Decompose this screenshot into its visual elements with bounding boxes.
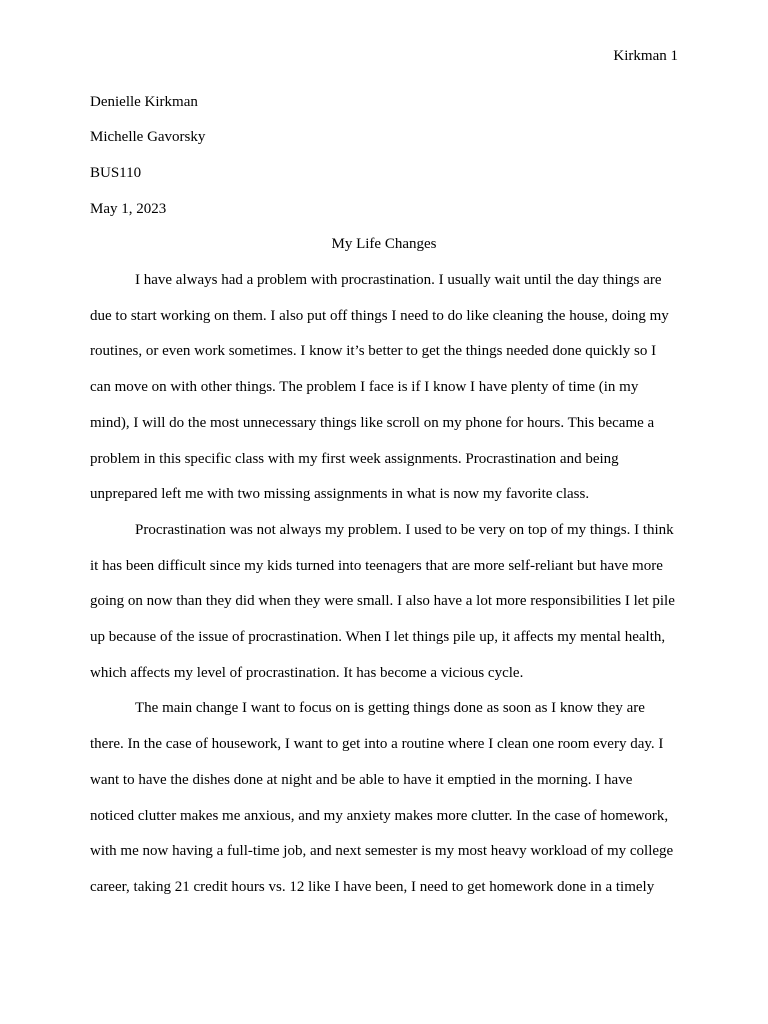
student-name: Denielle Kirkman (90, 93, 198, 110)
body-paragraph-2: Procrastination was not always my problem. I used to be very on top of my things. I think it has been difficult since my kids turned into teenagers that are more self-reliant but have more going on now than they did when they were small. I also have a lot more responsibilities I let pile up because of the issue of procrastination. When I let things pile up, it affects my mental health, which affects my level of procrastination. It has become a vicious cycle. (90, 521, 675, 681)
course-name: BUS110 (90, 164, 142, 181)
body-paragraph-3: The main change I want to focus on is getting things done as soon as I know they are there. In the case of housework, I want to get into a routine where I clean one room every day. I want to have the dishes done at night and be able to have it emptied in the morning. I have noticed clutter makes me anxious, and my anxiety makes more clutter. In the case of homework, with me now having a full-time job, and next semester is my most heavy workload of my college career, taking 21 credit hours vs. 12 like I have been, I need to get homework done in a timely (90, 700, 674, 895)
essay-date: May 1, 2023 (90, 200, 167, 217)
running-header: Kirkman 1 (613, 48, 678, 64)
essay-title: My Life Changes (331, 236, 437, 253)
body-paragraph-1: I have always had a problem with procrastination. I usually wait until the day things are due to start working on them. I also put off things I need to do like cleaning the house, doing my routines, or even work sometimes. I know it’s better to get the things needed done quickly so I can move on with other things. The problem I face is if I know I have plenty of time (in my mind), I will do the most unnecessary things like scroll on my phone for hours. This became a problem in this specific class with my first week assignments. Procrastination and being unprepared left me with two missing assignments in what is now my favorite class. (90, 272, 669, 503)
instructor-name: Michelle Gavorsky (90, 129, 206, 146)
document-body (90, 85, 678, 906)
